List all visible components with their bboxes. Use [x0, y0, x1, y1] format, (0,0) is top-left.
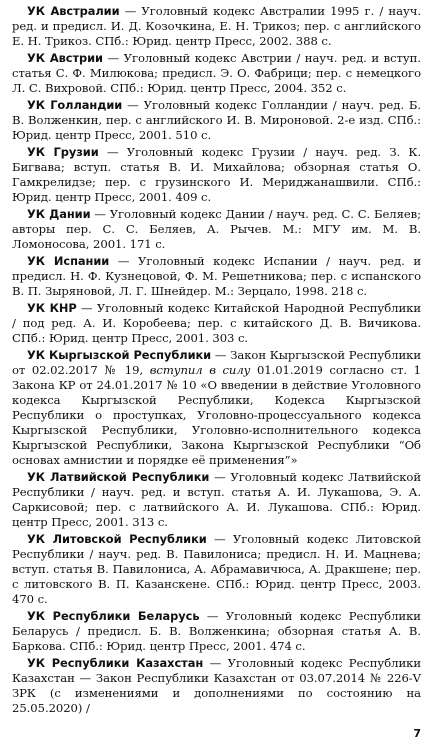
entry-description: — Уголовный кодекс Грузии / науч. ред. З. К. Бигвава; вступ. статья В. И. Михайлова; обзорная статья О. Гамкрелидзе; пер. с грузинского И. Мериджанашвили. СПб.: Юрид. центр Пресс, 2001. 409 с. — [12, 145, 421, 204]
entry-title: УК Австралии — [27, 4, 120, 18]
entry-title: УК Латвийской Республики — [27, 470, 210, 484]
page-number: 7 — [413, 727, 421, 740]
entry-description: — Уголовный кодекс Испании / науч. ред. и предисл. Н. Ф. Кузнецовой, Ф. М. Решетникова; пер. с испанского В. П. Зыряновой, Л. Г. Шнейдер. М.: Зерцало, 1998. 218 с. — [12, 254, 421, 298]
entry-italic-note: вступил в силу — [149, 363, 251, 377]
entry-title: УК Литовской Республики — [27, 532, 207, 546]
entry-title: УК Испании — [27, 254, 110, 268]
bibliography-entry-kazakhstan — [12, 656, 421, 716]
bibliography-entry-china — [12, 301, 421, 346]
bibliography-entry-australia — [12, 4, 421, 49]
entry-description: — Уголовный кодекс Латвийской Республики / науч. ред. и вступ. статья А. И. Лукашова, Э. А. Саркисовой; пер. с латвийского А. И. Лукашова. СПб.: Юрид. центр Пресс, 2001. 313 с. — [12, 470, 421, 529]
entry-title: УК Республики Казахстан — [27, 656, 204, 670]
entry-title: УК Республики Беларусь — [27, 609, 200, 623]
entry-description: — Уголовный кодекс Австралии 1995 г. / науч. ред. и предисл. И. Д. Козочкина, Е. Н. Трикоз; пер. с английского Е. Н. Трикоз. СПб.: Юрид. центр Пресс, 2002. 388 с. — [12, 4, 421, 48]
bibliography-entry-austria — [12, 51, 421, 96]
bibliography-entry-netherlands — [12, 98, 421, 143]
entry-description: — Уголовный кодекс Голландии / науч. ред. Б. В. Волженкин, пер. с английского И. В. Мироновой. 2-е изд. СПб.: Юрид. центр Пресс, 2001. 510 с. — [12, 98, 421, 142]
bibliography-page — [12, 4, 421, 718]
entry-title: УК КНР — [27, 301, 77, 315]
bibliography-entry-kyrgyzstan — [12, 348, 421, 468]
entry-title: УК Голландии — [27, 98, 123, 112]
entry-description: — Уголовный кодекс Литовской Республики / науч. ред. В. Павилониса; предисл. Н. И. Мацнева; вступ. статья В. Павилониса, А. Абрамавичюса, А. Дракшене; пер. с литовского В. П. Казанскене. СПб.: Юрид. центр Пресс, 2003. 470 с. — [12, 532, 421, 606]
bibliography-entry-spain — [12, 254, 421, 299]
bibliography-entry-latvia — [12, 470, 421, 530]
entry-title: УК Австрии — [27, 51, 103, 65]
entry-description: — Уголовный кодекс Республики Беларусь / предисл. Б. В. Волженкина; обзорная статья А. В. Баркова. СПб.: Юрид. центр Пресс, 2001. 474 с. — [12, 609, 421, 653]
entry-title: УК Кыргызской Республики — [27, 348, 212, 362]
bibliography-entry-georgia — [12, 145, 421, 205]
entry-description: — Уголовный кодекс Китайской Народной Республики / под ред. А. И. Коробеева; пер. с китайского Д. В. Вичикова. СПб.: Юрид. центр Пресс, 2001. 303 с. — [12, 301, 422, 345]
bibliography-entry-lithuania — [12, 532, 421, 607]
entry-title: УК Дании — [27, 207, 91, 221]
entry-description: — Уголовный кодекс Республики Казахстан — Закон Республики Казахстан от 03.07.2014 № 226-V ЗРК (с изменениями и дополнениями по состоянию на 25.05.2020) / — [12, 656, 421, 715]
entry-description: — Уголовный кодекс Австрии / науч. ред. и вступ. статья С. Ф. Милюкова; предисл. Э. О. Фабрици; пер. с немецкого Л. С. Вихровой. СПб.: Юрид. центр Пресс, 2004. 352 с. — [12, 51, 421, 95]
entry-title: УК Грузии — [27, 145, 99, 159]
bibliography-entry-denmark — [12, 207, 421, 252]
entry-description-start: — Закон Кыргызской Республики от 02.02.2017 № 19, — [12, 348, 422, 377]
bibliography-entry-belarus — [12, 609, 421, 654]
entry-description-end: 01.01.2019 согласно ст. 1 Закона КР от 24.01.2017 № 10 «О введении в действие Уголовного кодекса Кыргызской Республики, Кодекса Кыргызской Республики о проступках, Уголовно-процессуального кодекса Кыргызской Республики, Уголовно-исполнительного кодекса Кыргызской Республики, Закона Кыргызской Республики “Об основах амнистии и порядке её применения”» — [12, 363, 421, 467]
entry-description: — Уголовный кодекс Дании / науч. ред. С. С. Беляев; авторы пер. С. С. Беляев, А. Рычев. М.: МГУ им. М. В. Ломоносова, 2001. 171 с. — [12, 207, 421, 251]
